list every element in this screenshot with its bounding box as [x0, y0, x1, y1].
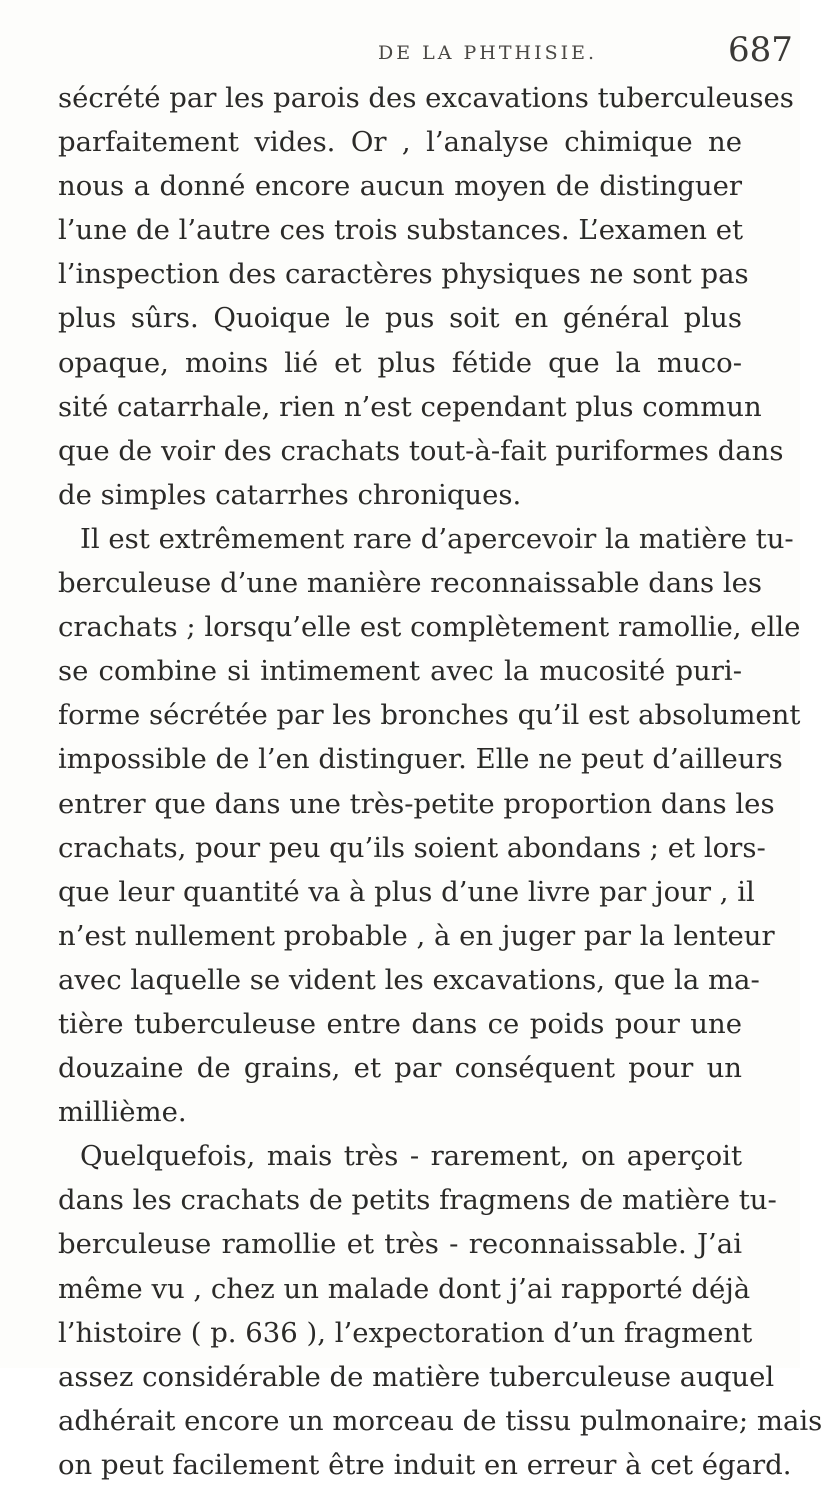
- paragraph: [58, 517, 801, 1134]
- text-line: crachats ; lorsqu’elle est complètement ramollie, elle: [58, 611, 801, 644]
- text-line: assez considérable de matière tuberculeuse auquel: [58, 1360, 775, 1393]
- text-line: l’une de l’autre ces trois substances. L’examen et: [58, 214, 744, 247]
- text-line: l’inspection des caractères physiques ne sont pas: [58, 258, 749, 291]
- text-line: tière tuberculeuse entre dans ce poids pour une: [58, 1007, 742, 1040]
- text-line: parfaitement vides. Or , l’analyse chimique ne: [58, 126, 742, 159]
- text-line: opaque, moins lié et plus fétide que la muco-: [58, 346, 742, 379]
- text-line: sécrété par les parois des excavations tuberculeuses: [58, 82, 794, 114]
- text-line: berculeuse ramollie et très - reconnaissable. J’ai: [58, 1228, 742, 1261]
- text-line: forme sécrétée par les bronches qu’il est absolument: [58, 699, 801, 732]
- paragraph: [58, 1134, 822, 1487]
- text-line: douzaine de grains, et par conséquent pour un: [58, 1052, 742, 1085]
- text-line: millième.: [58, 1096, 187, 1129]
- running-title: DE LA PHTHISIE.: [378, 42, 598, 64]
- text-line: l’histoire ( p. 636 ), l’expectoration d’un fragment: [58, 1316, 753, 1349]
- page-number: 687: [728, 30, 793, 70]
- text-line: se combine si intimement avec la mucosité puri-: [58, 655, 742, 688]
- text-line: on peut facilement être induit en erreur à cet égard.: [58, 1448, 792, 1481]
- text-line: sité catarrhale, rien n’est cependant plus commun: [58, 390, 762, 423]
- text-line: de simples catarrhes chroniques.: [58, 478, 522, 511]
- text-line: Il est extrêmement rare d’apercevoir la matière tu-: [80, 522, 794, 555]
- text-line: que de voir des crachats tout-à-fait puriformes dans: [58, 434, 784, 467]
- text-line: adhérait encore un morceau de tissu pulmonaire; mais: [58, 1404, 822, 1437]
- text-line: Quelquefois, mais très - rarement, on aperçoit: [80, 1140, 742, 1173]
- text-line: nous a donné encore aucun moyen de distinguer: [58, 170, 742, 203]
- text-line: crachats, pour peu qu’ils soient abondans ; et lors-: [58, 831, 766, 864]
- text-line: que leur quantité va à plus d’une livre par jour , il: [58, 875, 755, 908]
- text-line: n’est nullement probable , à en juger par la lenteur: [58, 919, 775, 952]
- body-text: [58, 76, 822, 1487]
- text-line: avec laquelle se vident les excavations, que la ma-: [58, 963, 760, 996]
- text-line: plus sûrs. Quoique le pus soit en général plus: [58, 302, 742, 335]
- text-line: dans les crachats de petits fragmens de matière tu-: [58, 1184, 777, 1217]
- text-line: berculeuse d’une manière reconnaissable dans les: [58, 567, 763, 600]
- text-line: impossible de l’en distinguer. Elle ne peut d’ailleurs: [58, 743, 783, 776]
- paragraph: [58, 76, 794, 517]
- text-line: même vu , chez un malade dont j’ai rapporté déjà: [58, 1272, 751, 1305]
- text-line: entrer que dans une très-petite proportion dans les: [58, 787, 775, 820]
